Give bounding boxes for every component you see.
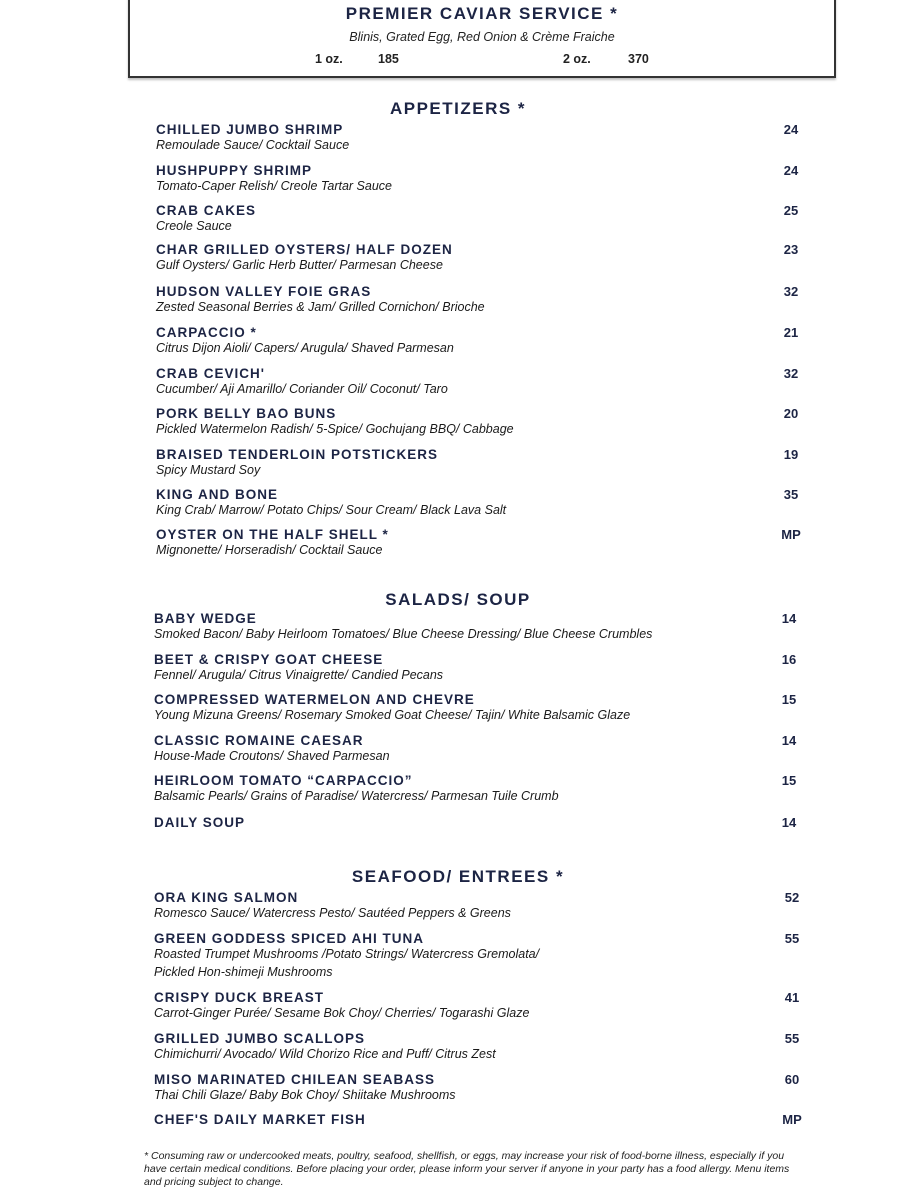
menu-item-description: Citrus Dijon Aioli/ Capers/ Arugula/ Shaved Parmesan bbox=[156, 341, 454, 355]
caviar-title: PREMIER CAVIAR SERVICE * bbox=[345, 4, 619, 23]
menu-item-name: CRAB CAKES bbox=[156, 203, 257, 218]
menu-item-price: 15 bbox=[781, 773, 797, 788]
menu-item-description: Tomato-Caper Relish/ Creole Tartar Sauce bbox=[156, 179, 392, 193]
menu-item bbox=[0, 487, 916, 527]
menu-item-description: Young Mizuna Greens/ Rosemary Smoked Goat Cheese/ Tajin/ White Balsamic Glaze bbox=[154, 708, 631, 722]
menu-item-name: CRISPY DUCK BREAST bbox=[154, 990, 325, 1005]
menu-item-name: CHILLED JUMBO SHRIMP bbox=[156, 122, 344, 137]
menu-item-description: Thai Chili Glaze/ Baby Bok Choy/ Shiitake Mushrooms bbox=[154, 1088, 456, 1102]
menu-item-price: MP bbox=[781, 527, 801, 542]
menu-item-name: PORK BELLY BAO BUNS bbox=[156, 406, 337, 421]
menu-item-price: 55 bbox=[784, 931, 800, 946]
menu-item-description: Mignonette/ Horseradish/ Cocktail Sauce bbox=[156, 543, 383, 557]
menu-item bbox=[0, 325, 916, 365]
menu-item-price: 19 bbox=[783, 447, 799, 462]
caviar-size-1: 1 oz. bbox=[315, 52, 343, 66]
menu-item bbox=[0, 611, 916, 651]
menu-item bbox=[0, 447, 916, 487]
menu-item bbox=[0, 652, 916, 692]
menu-item-name: COMPRESSED WATERMELON AND CHEVRE bbox=[154, 692, 475, 707]
caviar-size-2: 2 oz. bbox=[563, 52, 591, 66]
menu-item-price: 23 bbox=[783, 242, 799, 257]
menu-item bbox=[0, 242, 916, 282]
menu-item-price: 32 bbox=[783, 284, 799, 299]
entrees-heading: SEAFOOD/ ENTREES * bbox=[351, 867, 565, 886]
menu-item-name: DAILY SOUP bbox=[154, 815, 246, 830]
menu-item bbox=[0, 990, 916, 1030]
allergy-disclaimer: * Consuming raw or undercooked meats, poultry, seafood, shellfish, or eggs, may increase your risk of food-borne illness, especially if you have certain medical conditions. Before placing your order, please inform your server if anyone in your party has a food allergy. Menu items and pricing subject to change. bbox=[144, 1150, 790, 1188]
menu-item-description: Spicy Mustard Soy bbox=[156, 463, 261, 477]
menu-item-description: Remoulade Sauce/ Cocktail Sauce bbox=[156, 138, 350, 152]
menu-item bbox=[0, 1112, 916, 1152]
menu-item bbox=[0, 203, 916, 243]
menu-item-price: 60 bbox=[784, 1072, 800, 1087]
menu-item bbox=[0, 122, 916, 162]
menu-item-price: 21 bbox=[783, 325, 799, 340]
menu-item-name: OYSTER ON THE HALF SHELL * bbox=[156, 527, 389, 542]
menu-item-description: House-Made Croutons/ Shaved Parmesan bbox=[154, 749, 390, 763]
menu-item-name: HUSHPUPPY SHRIMP bbox=[156, 163, 313, 178]
menu-item-price: 14 bbox=[781, 611, 797, 626]
menu-item-price: 35 bbox=[783, 487, 799, 502]
menu-item-description: Fennel/ Arugula/ Citrus Vinaigrette/ Candied Pecans bbox=[154, 668, 444, 682]
menu-item-name: BRAISED TENDERLOIN POTSTICKERS bbox=[156, 447, 439, 462]
menu-item-name: MISO MARINATED CHILEAN SEABASS bbox=[154, 1072, 436, 1087]
menu-item-price: 24 bbox=[783, 163, 799, 178]
menu-item bbox=[0, 163, 916, 203]
menu-item bbox=[0, 1031, 916, 1071]
menu-item bbox=[0, 931, 916, 979]
menu-item-description: Pickled Watermelon Radish/ 5-Spice/ Gochujang BBQ/ Cabbage bbox=[156, 422, 514, 436]
menu-item-price: 52 bbox=[784, 890, 800, 905]
menu-item bbox=[0, 890, 916, 930]
menu-item bbox=[0, 284, 916, 324]
menu-item-description: Chimichurri/ Avocado/ Wild Chorizo Rice and Puff/ Citrus Zest bbox=[154, 1047, 496, 1061]
menu-item-price: MP bbox=[782, 1112, 802, 1127]
menu-item-description: Zested Seasonal Berries & Jam/ Grilled Cornichon/ Brioche bbox=[156, 300, 485, 314]
salads-heading: SALADS/ SOUP bbox=[385, 590, 531, 609]
menu-item-name: HUDSON VALLEY FOIE GRAS bbox=[156, 284, 372, 299]
menu-item-description: Smoked Bacon/ Baby Heirloom Tomatoes/ Blue Cheese Dressing/ Blue Cheese Crumbles bbox=[154, 627, 653, 641]
caviar-service-box bbox=[128, 0, 836, 78]
menu-item-name: GRILLED JUMBO SCALLOPS bbox=[154, 1031, 366, 1046]
menu-item bbox=[0, 406, 916, 446]
menu-item-description: Balsamic Pearls/ Grains of Paradise/ Watercress/ Parmesan Tuile Crumb bbox=[154, 789, 559, 803]
menu-item-price: 24 bbox=[783, 122, 799, 137]
menu-item bbox=[0, 527, 916, 567]
menu-item bbox=[0, 815, 916, 855]
menu-item bbox=[0, 366, 916, 406]
menu-item bbox=[0, 1072, 916, 1112]
menu-item-description: King Crab/ Marrow/ Potato Chips/ Sour Cream/ Black Lava Salt bbox=[156, 503, 507, 517]
menu-item bbox=[0, 733, 916, 773]
caviar-description: Blinis, Grated Egg, Red Onion & Crème Fraiche bbox=[349, 30, 615, 44]
menu-item-description: Cucumber/ Aji Amarillo/ Coriander Oil/ Coconut/ Taro bbox=[156, 382, 448, 396]
menu-item-name: BABY WEDGE bbox=[154, 611, 257, 626]
menu-item-description: Gulf Oysters/ Garlic Herb Butter/ Parmesan Cheese bbox=[156, 258, 443, 272]
menu-item-description: Carrot-Ginger Purée/ Sesame Bok Choy/ Cherries/ Togarashi Glaze bbox=[154, 1006, 530, 1020]
menu-item-name: HEIRLOOM TOMATO “CARPACCIO” bbox=[154, 773, 413, 788]
menu-item-name: ORA KING SALMON bbox=[154, 890, 299, 905]
caviar-price-1: 185 bbox=[378, 52, 399, 66]
menu-item-price: 32 bbox=[783, 366, 799, 381]
menu-item-price: 16 bbox=[781, 652, 797, 667]
menu-item-price: 15 bbox=[781, 692, 797, 707]
caviar-price-2: 370 bbox=[628, 52, 649, 66]
menu-item-description: Creole Sauce bbox=[156, 219, 232, 233]
menu-item-name: BEET & CRISPY GOAT CHEESE bbox=[154, 652, 384, 667]
menu-item-price: 14 bbox=[781, 815, 797, 830]
menu-item bbox=[0, 692, 916, 732]
menu-item bbox=[0, 773, 916, 813]
menu-item-price: 14 bbox=[781, 733, 797, 748]
menu-item-description: Roasted Trumpet Mushrooms /Potato Strings/ Watercress Gremolata/ bbox=[154, 947, 540, 961]
menu-item-description-line-2: Pickled Hon-shimeji Mushrooms bbox=[154, 965, 333, 979]
menu-item-price: 20 bbox=[783, 406, 799, 421]
menu-item-name: CHAR GRILLED OYSTERS/ HALF DOZEN bbox=[156, 242, 453, 257]
menu-item-name: GREEN GODDESS SPICED AHI TUNA bbox=[154, 931, 425, 946]
menu-item-price: 25 bbox=[783, 203, 799, 218]
menu-item-price: 41 bbox=[784, 990, 800, 1005]
menu-item-name: CHEF'S DAILY MARKET FISH bbox=[154, 1112, 366, 1127]
menu-item-description: Romesco Sauce/ Watercress Pesto/ Sautéed Peppers & Greens bbox=[154, 906, 511, 920]
menu-item-price: 55 bbox=[784, 1031, 800, 1046]
menu-item-name: CRAB CEVICH' bbox=[156, 366, 265, 381]
appetizers-heading: APPETIZERS * bbox=[389, 99, 527, 118]
menu-item-name: CLASSIC ROMAINE CAESAR bbox=[154, 733, 364, 748]
menu-item-name: CARPACCIO * bbox=[156, 325, 257, 340]
menu-item-name: KING AND BONE bbox=[156, 487, 279, 502]
